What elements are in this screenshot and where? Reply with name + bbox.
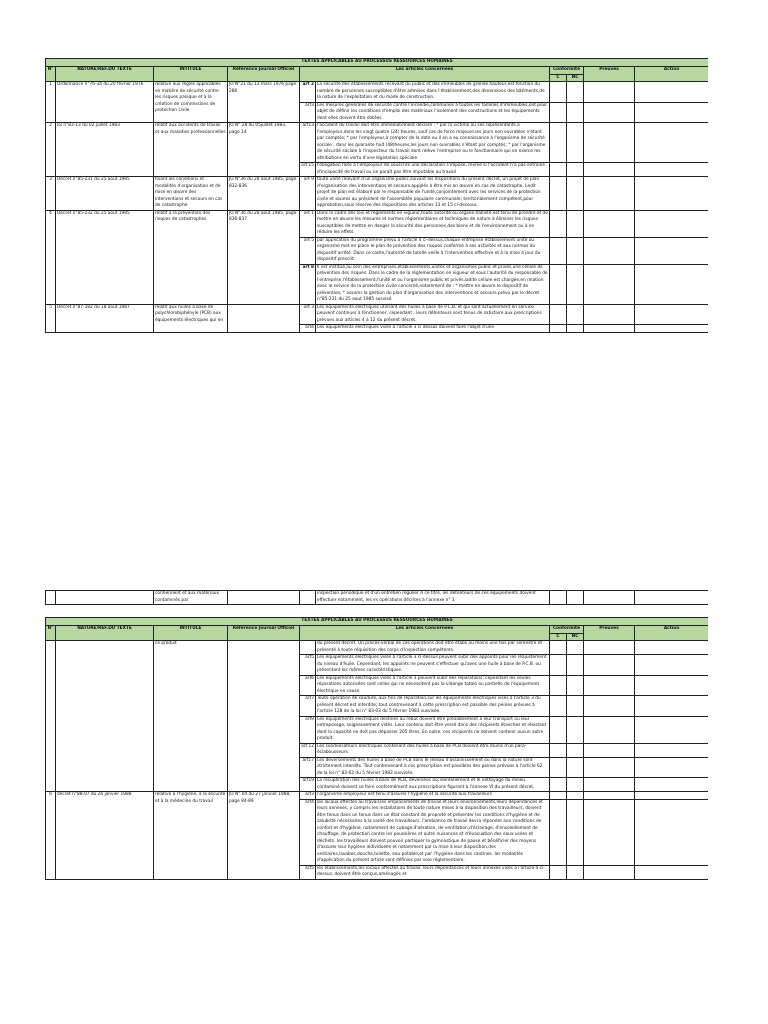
conformite-nc-cell (567, 716, 584, 743)
conformite-c-cell (550, 102, 567, 123)
conformite-c-cell (550, 163, 567, 177)
nature-cell: loi n°83-13 du 02 juillet 1983 (56, 123, 154, 177)
article-number-cell: art 3 (300, 304, 316, 325)
preuves-cell (584, 264, 635, 304)
preuves-cell (584, 655, 635, 676)
col-conformite-header: Conformité (550, 626, 584, 634)
article-number-cell: art 15 (300, 163, 316, 177)
col-num-header: N° (46, 67, 56, 82)
table-body-top (46, 82, 709, 333)
article-text-cell: l'accident du travail doit être immédiatement déclaré : * par la victime ou ses représentants,à l'employeur,dans les vingt quatre (24) heures, sauf cas de force majeure,les jours non ouvrables n'étant par comptés; * par l'employeur,à compter de la date ou il en a eu connaissance à l'organisme de sécurité sociale , dans les quarante huit (48)heures,les jours non ouvrables n'étant par comptés; * par l'organisme de sécurité sociale à l'inspecteur du travail dont relève l'entreprise ou le fonctionnaire qui en exerce les attributions en vertu d'une législation spéciale (316, 123, 550, 163)
conformite-c-cell (550, 123, 567, 163)
reference-cell: JO N° 04 du 27 janvier 1988, page 84-89 (228, 792, 300, 880)
action-cell (635, 177, 709, 211)
intitule-cell: relatif aux huiles à base de polychlorobiphényle (PCB) aux équipements électriques qui en (154, 304, 228, 332)
col-conformite-header: Conformité (550, 67, 584, 75)
intitule-cell: contiennent et aux matériaux contaminés par (154, 591, 228, 605)
action-cell (635, 792, 709, 800)
table-banner: TEXTES APPLICABLES AU PROCESSUS RESSOURCES HUMAINES (46, 59, 709, 67)
conformite-c-cell (550, 792, 567, 800)
article-text-cell: par application du programme prévu à l'article 4 ci-dessus,chaque entreprise établissement unité ou organisme met en place le plan de prévention des risques conforme à ses activités et aux normes du dispositif arrêté. Dans ce cadre,l'autorité de tutelle veille à l'intervention effective et à la mise à jour du dispositif prescrit. (316, 237, 550, 264)
conformite-c-cell (550, 210, 567, 237)
article-text-cell: Dans le cadre des lois et règlements en vigueur,toute autorité ou organe habilité est tenu de prendre et de mettre en œuvre les mesures et normes réglementaires et techniques de nature à éliminer les risques susceptibles de mettre en danger la sécurité des personnes,des biens et de l'environnement ou à en réduire les effets. (317, 210, 548, 235)
col-nc-header: NC (567, 633, 584, 641)
article-text-cell: Les déversements des huiles à base de PCB dans le réseau d'assainissement ou dans la nature sont strictement interdits. Tout contrevenant à ces prescription est passibles des peines prévues à l'article 62 de la loi n° 83-03 du 5 février 1983 susvisée. (316, 757, 550, 778)
conformite-nc-cell (567, 264, 584, 304)
article-number-cell: art 9 (300, 177, 316, 211)
action-cell (635, 264, 709, 304)
article-number-cell: art17 (300, 757, 316, 778)
col-reference-header: Référence Journal Officiel (228, 67, 300, 82)
preuves-cell (584, 757, 635, 778)
col-reference-header: Référence Journal Officiel (228, 626, 300, 641)
conformite-c-cell (550, 264, 567, 304)
article-number-cell: art 12 (300, 743, 316, 757)
conformite-nc-cell (567, 304, 584, 325)
nature-cell: Décret n°87-182 du 18 aout 1987 (56, 304, 154, 332)
conformite-c-cell (550, 675, 567, 696)
action-cell (635, 82, 709, 103)
reference-cell: JO N°21 du 12 mars 1976 page 286 (228, 82, 300, 123)
preuves-cell (584, 865, 635, 879)
col-nature-header: NATURE/REF.DU TEXTE (56, 626, 154, 641)
col-c-header: C (550, 633, 567, 641)
article-number-cell: art19 (300, 778, 316, 792)
action-cell (635, 237, 709, 264)
table-banner: TEXTES APPLICABLES AU PROCESSUS RESSOURCES HUMAINES (46, 618, 709, 626)
preuves-cell (584, 641, 635, 655)
conformite-c-cell (550, 325, 567, 333)
col-action-header: Action (635, 626, 709, 641)
top-sheet (45, 58, 708, 488)
reference-cell (228, 641, 300, 792)
article-number-cell: art7 (300, 696, 316, 717)
action-cell (635, 675, 709, 696)
preuves-cell (584, 716, 635, 743)
preuves-cell (584, 237, 635, 264)
col-nature-header: NATURE/REF.DU TEXTE (56, 67, 154, 82)
table-row (46, 641, 709, 655)
action-cell (635, 304, 709, 325)
article-number-cell: art13 (300, 123, 316, 163)
intitule-cell: relative aux règles applicables en matière de sécurité contre les risques panique et à la création de commissions de protection civile (154, 82, 228, 123)
nature-cell: Décret n°85-231 du 25 aout 1985 (56, 177, 154, 211)
article-text-cell: Les équipements électriques visés à l'article 3 peuvent subir des réparations; cependant les seules réparations autorisées sont celles qui ne nécessitent pas la vidange totale ou partielle de l'équipement électrique en cause. (316, 675, 550, 696)
preuves-cell (584, 778, 635, 792)
conformite-nc-cell (567, 799, 584, 865)
article-number-cell: art4 (300, 325, 316, 333)
action-cell (635, 757, 709, 778)
intitule-cell: relative à l'hygiène, à la sécurité et à la médecine du travail (154, 792, 228, 880)
conformite-c-cell (550, 865, 567, 879)
col-articles-header: Les articles Concernées (300, 626, 550, 641)
article-text-cell: La sécurité des établissements recevant du public et des immeubles de grande hauteur,est fonction du nombre de personnes susceptibles d'être admises dans l'établissement,des dimensions des bâtiments,de la nature de l'exploitation et du mode de construction. (316, 82, 550, 103)
preuves-cell (584, 675, 635, 696)
table-row (46, 591, 709, 605)
article-text-cell: du présent décret. Un procès-verbal de ces opérations doit être établi au moins une fois par semestre et présenté à toute réquisition des corps d'inspection compétents. (316, 641, 550, 655)
conformite-nc-cell (567, 325, 584, 333)
bottom-sheet (45, 617, 708, 1024)
conformite-c-cell (550, 177, 567, 211)
conformite-c-cell (550, 799, 567, 865)
action-cell (635, 163, 709, 177)
intitule-cell: relatif à la prévention des risques de catastrophes (154, 210, 228, 304)
table-row (46, 304, 709, 325)
article-number-cell: art6 (300, 675, 316, 696)
conformite-c-cell (550, 641, 567, 655)
preuves-cell (584, 325, 635, 333)
regulation-table-top (45, 58, 708, 333)
conformite-nc-cell (567, 792, 584, 800)
article-number-cell: art 5 (300, 237, 316, 264)
conformite-nc-cell (567, 655, 584, 676)
nature-cell: décret n°88-07 du 26 janvier 1988 (56, 792, 154, 880)
conformite-c-cell (550, 757, 567, 778)
conformite-nc-cell (567, 177, 584, 211)
table-row (46, 210, 709, 237)
continuation-strip (45, 590, 708, 612)
conformite-c-cell (550, 237, 567, 264)
article-number-cell: art3 (300, 102, 316, 123)
action-cell (635, 123, 709, 163)
intitule-cell: fixant les conditions et modalités d'organisation et de mise en œuvre des interventions et secours en cas de catastrophe (154, 177, 228, 211)
action-cell (635, 641, 709, 655)
conformite-c-cell (550, 716, 567, 743)
preuves-cell (584, 792, 635, 800)
action-cell (635, 210, 709, 237)
article-text-cell: les établissements,les locaux affectés au travail, leurs dépendances et leurs annexes visés à l'article 4 ci-dessus, doivent être conçus,aménagés et (316, 865, 550, 879)
article-text-cell: Les équipements électriques destinés au rebut doivent être préalablement à leur transport ou leur entreposage, soigneusement vidés. Leur contenu doit être versé dans des récipients étanches et résistant dont la capacité ne doit pas dépasser 205 litres. En outre, ces récipients ne doivent contenir aucun autre produit. (316, 716, 550, 743)
nature-cell (56, 641, 154, 792)
conformite-nc-cell (567, 743, 584, 757)
preuves-cell (584, 799, 635, 865)
conformite-nc-cell (567, 237, 584, 264)
conformite-c-cell (550, 743, 567, 757)
row-number: 6 (46, 792, 56, 880)
conformite-c-cell (550, 82, 567, 103)
col-preuves-header: Preuves (584, 626, 635, 641)
intitule-cell: ce produit (154, 641, 228, 792)
article-text-cell: Les équipements électriques visés à l'article 3 ci dessus doivent faire l'objet d'une (316, 325, 550, 333)
table-body-bottom (46, 641, 709, 880)
row-number: 2 (46, 123, 56, 177)
col-num-header: N° (46, 626, 56, 641)
row-number (46, 641, 56, 792)
reference-cell (228, 304, 300, 332)
conformite-c-cell (550, 696, 567, 717)
col-intitule-header: INTITULE (154, 67, 228, 82)
col-articles-header: Les articles Concernées (300, 67, 550, 82)
col-c-header: C (550, 74, 567, 82)
article-text-cell: Les équipements électriques utilisant des huiles à base de P.C.B. et qui sont actuellement en service peuvent continuer à fonctionner, cependant , leurs détenteurs sont tenus de satisfaire aux prescriptions prévues aux articles 4 à 12 du présent décret. (316, 304, 550, 325)
nature-cell: Ordonnance n°76-34 du 20 février 1976 (56, 82, 154, 123)
preuves-cell (584, 177, 635, 211)
preuves-cell (584, 163, 635, 177)
article-number-cell: art 1 (300, 210, 316, 237)
article-number-cell: art 2 (300, 82, 316, 103)
article-number-cell: art4 (300, 799, 316, 865)
continuation-table (45, 590, 708, 605)
article-text-cell: Il est institué,au sein des entreprises,établissements,unités et organismes public et privés,une cellule de prévention des risques. Dans le cadre de la réglementation en vigueur et sous l'autorité du responsable de l'entreprise,l'établissement,l'unité et ou l'organisme public et privés,ladite cellule est chargée,en relation avec le service de la protection civile concerné,notamment de : * mettre en œuvre le dispositif de prévention, * assurer la gestion du plan d'organisation des interventions et secours prévu par le décret n°85-231 du 25 aout 1985 susvisé. (317, 264, 548, 302)
preuves-cell (584, 743, 635, 757)
article-text-cell: Les mesures générales de sécurité contre l'incendie,communes à toutes les familles d'immeubles,ont pour objet de définir les conditions d'emploi des matériaux l'isolement des constructions et les équipements dont elles doivent être dotées. (316, 102, 550, 123)
action-cell (635, 865, 709, 879)
article-number-cell: art3 (300, 792, 316, 800)
article-text-cell: toute unité relevant d'un organisme public,suivant les dispositions du présent décret, un projet de plan d'organisation des interventions et secours appplés à être mis en œuvre en cas de catastrophe. Ledit projet de plan est élaboré par le responsable de l'unité,conjointement avec les services de la protection civile et soumis au président de l'assemblée populaire communale; territorialement compétent,pour approbation,sous réserve des dispositions des articles 13 et 15 ci-dessous. (316, 177, 550, 211)
article-text-cell: Les équipements électriques visés à l'article 3 ci-dessus peuvent subir des appoints pour les réajustement du niveau d'huile. Cependant, les appoints ne peuvent s'effectuer qu'avec une huile à base de P.C.B. ou présentant les mêmes caractéristiques. (316, 655, 550, 676)
action-cell (635, 325, 709, 333)
intitule-cell: relatif aux accidents de travail et aux maladies professionnelles (154, 123, 228, 177)
table-row (46, 82, 709, 103)
conformite-c-cell (550, 778, 567, 792)
preuves-cell (584, 696, 635, 717)
row-number: 5 (46, 304, 56, 332)
action-cell (635, 696, 709, 717)
col-action-header: Action (635, 67, 709, 82)
action-cell (635, 743, 709, 757)
article-text-cell: La récupération des huiles à base de PCB, déversées accidentellement et le nettoyage du milieu contaminé doivent se faire conformément aux prescriptions figurant à l'annexe VI du présent décret. (316, 778, 550, 792)
action-cell (635, 778, 709, 792)
action-cell (635, 799, 709, 865)
nature-cell: Décret n°85-232 du 25 aout 1985 (56, 210, 154, 304)
article-number-cell: art 8 (300, 264, 316, 304)
reference-cell: JO N° 28 du 05juillet 1983, page 14 (228, 123, 300, 177)
conformite-nc-cell (567, 865, 584, 879)
preuves-cell (584, 123, 635, 163)
col-preuves-header: Preuves (584, 67, 635, 82)
row-number: 4 (46, 210, 56, 304)
preuves-cell (584, 210, 635, 237)
action-cell (635, 102, 709, 123)
article-text-cell: les locaux affectés au travail,les emplacements de travail et leurs environnements,leurs dépendances et leurs annexes, y compris les installations de toute nature mises à la disposition des travailleurs, doivent être tenus dans un tenus dans un état constant de propreté et présenter les conditions d'hygiène et de salubrité nécessaires à la santé des travailleurs. l'ambiance de travail devra répondre aux conditions de confort et d'hygiène, notamment de cubage,d'aération, de ventilation,d'éclairage, d'ensoleillement de chauffage, de protection contre les poussières et autre nuisances et d'évacuation des eaux usées et déchets. les travailleurs doivent pouvoir partiquer la gymnastique de pause et bénéficier des moyens d'assurer leur hygiène individuelle et notamment par la mise à leur disposition,des vestiaires,lavabos,douche,toilette, eau potable,et par l'hygiène dans les cantines. les modalités d'application du présent article sont définies par voie réglementaire. (316, 799, 550, 865)
conformite-nc-cell (567, 163, 584, 177)
reference-cell: JO N°36 du 28 aout 1985, page 836-837 (228, 210, 300, 304)
table-row (46, 123, 709, 163)
conformite-nc-cell (567, 641, 584, 655)
reference-cell: JO N°36 du 28 aout 1985, page 832-836 (228, 177, 300, 211)
article-number-cell: art5 (300, 865, 316, 879)
article-text-cell: inspection périodique et d'un entretien régulier A ce titre, les détenteurs de ces équipements doivent effectuer notamment, les es opérations décrites à l'annexe n° 1 (316, 591, 550, 605)
conformite-nc-cell (567, 696, 584, 717)
conformite-nc-cell (567, 82, 584, 103)
row-number: 1 (46, 82, 56, 123)
conformite-nc-cell (567, 210, 584, 237)
col-nc-header: NC (567, 74, 584, 82)
regulation-table-bottom (45, 617, 708, 880)
article-text-cell: Toute opération de soudure, aux fins de réparation,sur les équipements électriques visés à l'article 3 du présent décret est interdite; tout contrevenant à cette prescription est passible des peines prévues à l'article 128 de la loi n° 83-03 du 5 février 1983 susvisée. (316, 696, 550, 717)
article-number-cell: art5 (300, 655, 316, 676)
row-number: 3 (46, 177, 56, 211)
article-number-cell (300, 641, 316, 655)
preuves-cell (584, 304, 635, 325)
conformite-nc-cell (567, 675, 584, 696)
preuves-cell (584, 82, 635, 103)
conformite-nc-cell (567, 778, 584, 792)
article-number-cell: art9 (300, 716, 316, 743)
conformite-nc-cell (567, 102, 584, 123)
article-text-cell: l'organisme employeur est tenu d'assurer l'hygiène et la sécurité aux travailleurs (316, 792, 550, 800)
col-intitule-header: INTITULE (154, 626, 228, 641)
table-row (46, 177, 709, 211)
table-row (46, 792, 709, 800)
action-cell (635, 716, 709, 743)
conformite-c-cell (550, 655, 567, 676)
article-text-cell: Les condensateurs électriques contenant des huiles à base de PCB doivent être munis d'un para-éclabousseurs. (316, 743, 550, 757)
action-cell (635, 655, 709, 676)
preuves-cell (584, 102, 635, 123)
conformite-nc-cell (567, 757, 584, 778)
article-text-cell: l'obligation faite à l'employeur de souscrire une déclaration s'impose, meme si l'accident n'a pas entrainé d'incapacité de travail ou ne paraît pas être imputable au travail (316, 163, 550, 177)
conformite-c-cell (550, 304, 567, 325)
conformite-nc-cell (567, 123, 584, 163)
